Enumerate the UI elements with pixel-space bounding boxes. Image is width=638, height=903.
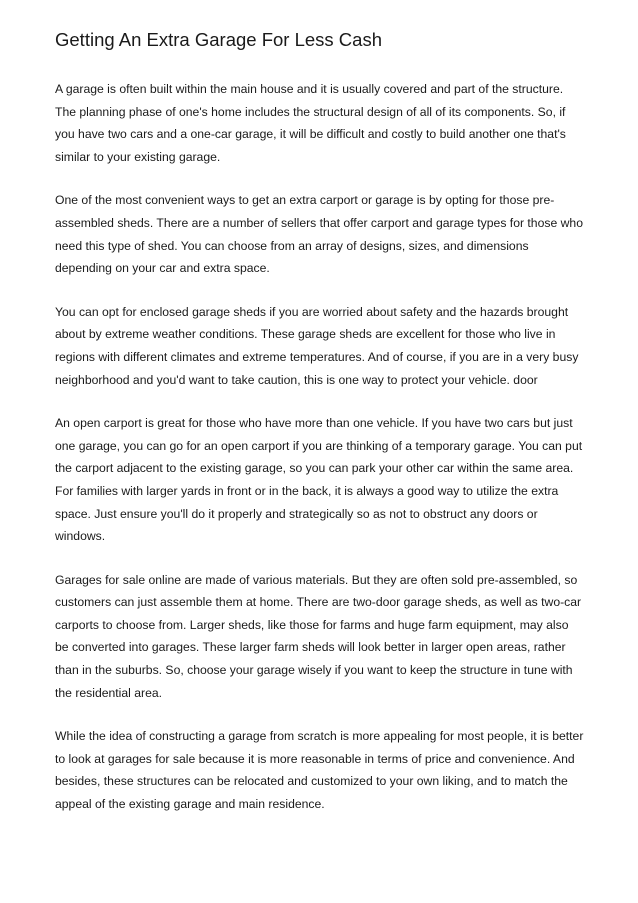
paragraph-3: You can opt for enclosed garage sheds if you are worried about safety and the hazards brought about by extreme weather conditions. These garage sheds are excellent for those who live in regions with different climates and extreme temperatures. And of course, if you are in a very busy neighborhood and you'd want to take caution, this is one way to protect your vehicle. door: [55, 304, 579, 387]
paragraph-6: While the idea of constructing a garage from scratch is more appealing for most people, it is better to look at garages for sale because it is more reasonable in terms of price and convenience. And besides, these structures can be relocated and customized to your own liking, and to match the appeal of the existing garage and main residence.: [55, 729, 584, 812]
paragraph-2: One of the most convenient ways to get an extra carport or garage is by opting for those pre-assembled sheds. There are a number of sellers that offer carport and garage types for those who need this type of shed. You can choose from an array of designs, sizes, and dimensions depending on your car and extra space.: [55, 193, 583, 276]
paragraph-4: An open carport is great for those who have more than one vehicle. If you have two cars but just one garage, you can go for an open carport if you are thinking of a temporary garage. You can put the carport adjacent to the existing garage, so you can park your other car within the same area. For families with larger yards in front or in the back, it is always a good way to utilize the extra space. Just ensure you'll do it properly and strategically so as not to obstruct any doors or windows.: [55, 416, 583, 544]
document-body: [55, 28, 585, 837]
document-title: Getting An Extra Garage For Less Cash: [55, 29, 382, 50]
paragraph-5: Garages for sale online are made of various materials. But they are often sold pre-assembled, so customers can just assemble them at home. There are two-door garage sheds, as well as two-car carports to choose from. Larger sheds, like those for farms and huge farm equipment, may also be converted into garages. These larger farm sheds will look better in larger open areas, rather than in the suburbs. So, choose your garage wisely if you want to keep the structure in tune with the residential area.: [55, 572, 582, 700]
paragraph-1: A garage is often built within the main house and it is usually covered and part of the structure. The planning phase of one's home includes the structural design of all of its components. So, if you have two cars and a one-car garage, it will be difficult and costly to build another one that's similar to your existing garage.: [55, 82, 566, 164]
